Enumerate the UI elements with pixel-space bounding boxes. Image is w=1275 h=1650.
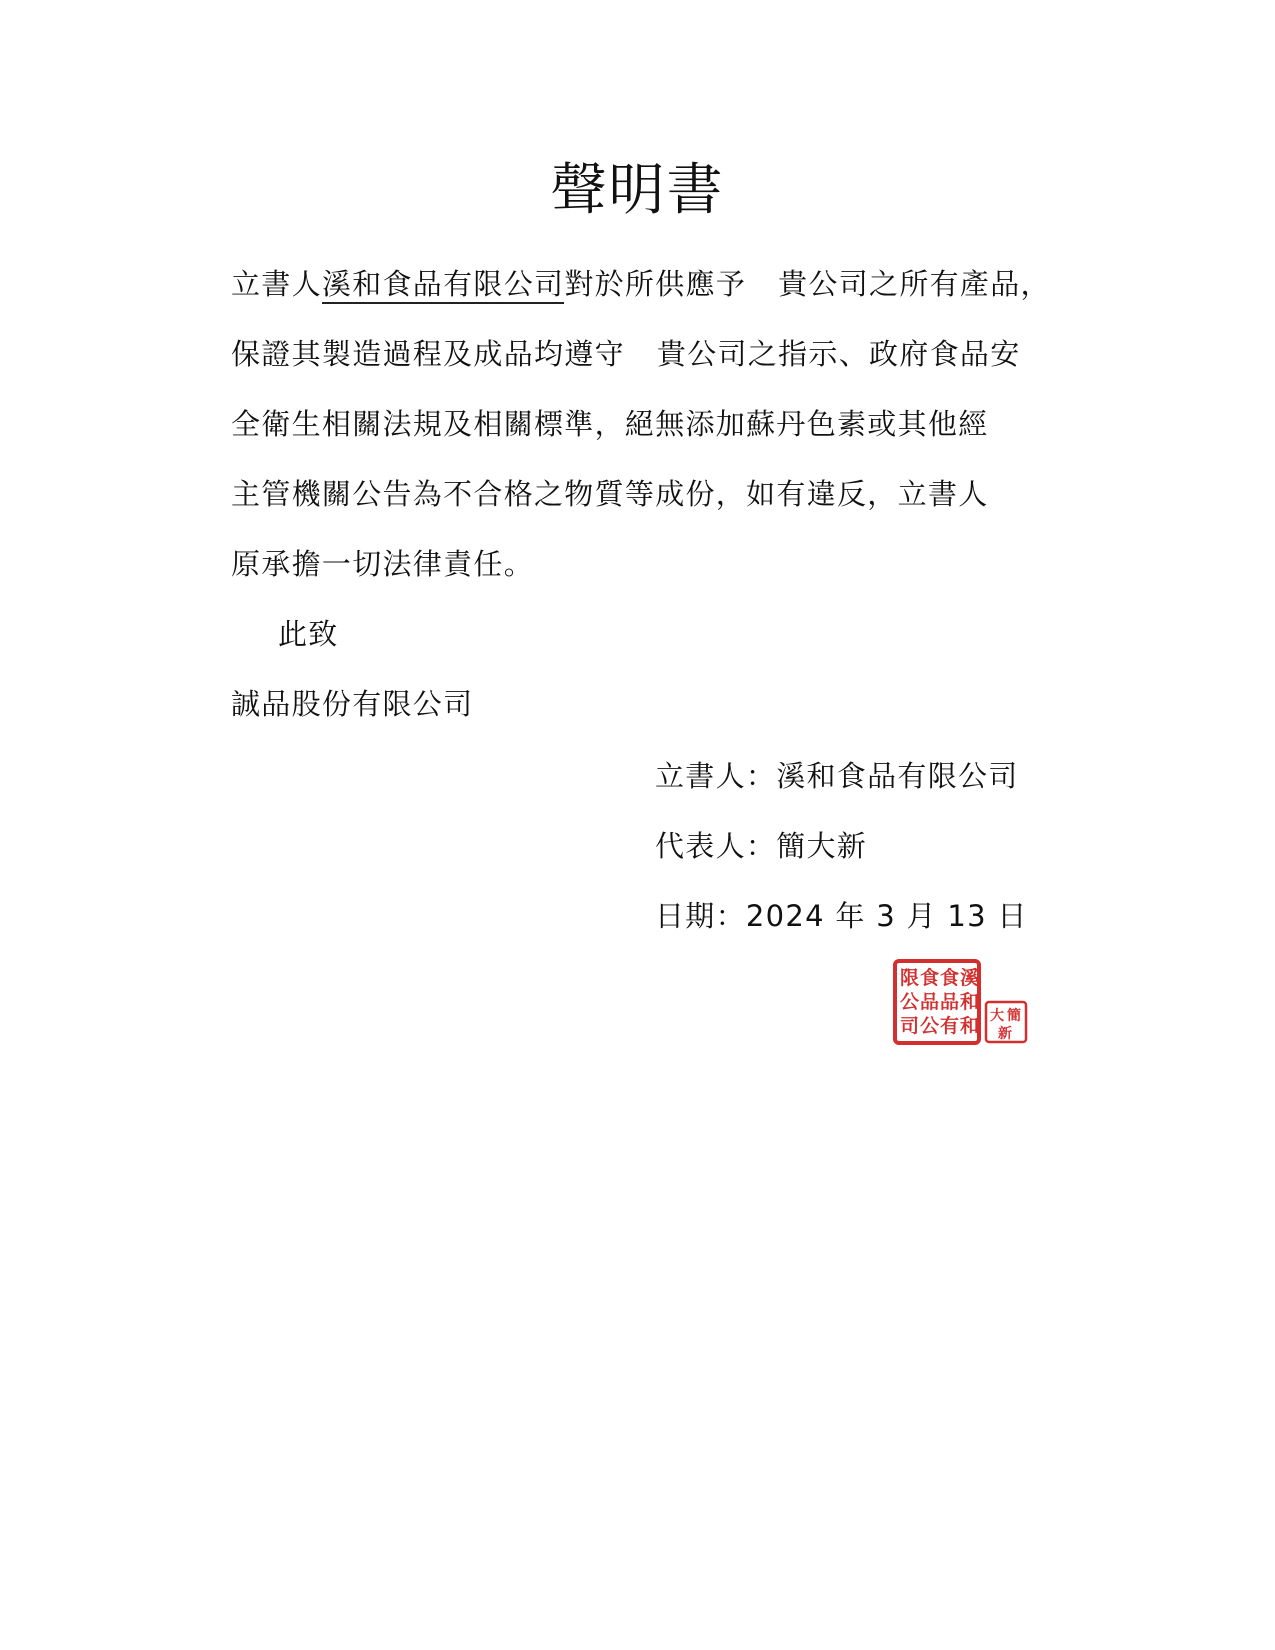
line2-suffix: 貴公司之指示、政府食品安 xyxy=(656,337,1021,371)
paragraph-line-5: 原承擔一切法律責任。 xyxy=(231,547,535,581)
svg-text:食: 食 xyxy=(940,967,960,989)
line1-prefix: 立書人 xyxy=(231,267,322,301)
recipient: 誠品股份有限公司 xyxy=(231,687,474,721)
svg-text:限: 限 xyxy=(900,967,920,989)
company-seal-icon xyxy=(892,958,982,1046)
svg-text:有: 有 xyxy=(940,1015,960,1037)
line1-mid: 對於所供應予 xyxy=(564,267,747,301)
personal-seal-icon xyxy=(984,1000,1028,1044)
svg-text:和: 和 xyxy=(960,991,980,1013)
date-line: 日期：2024 年 3 月 13 日 xyxy=(655,899,1028,933)
svg-text:簡: 簡 xyxy=(1007,1008,1021,1024)
line2-prefix: 保證其製造過程及成品均遵守 xyxy=(231,337,625,371)
paragraph-line-1 xyxy=(231,264,1051,304)
svg-text:大: 大 xyxy=(990,1008,1004,1024)
declarant-line: 立書人：溪和食品有限公司 xyxy=(655,759,1019,793)
svg-text:溪: 溪 xyxy=(960,967,980,989)
company-name-underlined: 溪和食品有限公司 xyxy=(322,267,564,304)
svg-text:新: 新 xyxy=(998,1026,1012,1042)
svg-text:司: 司 xyxy=(900,1015,920,1037)
paragraph-line-2 xyxy=(231,334,1021,374)
salutation: 此致 xyxy=(278,617,339,651)
svg-text:公: 公 xyxy=(920,1015,940,1037)
svg-text:品: 品 xyxy=(920,991,940,1013)
representative-line: 代表人：簡大新 xyxy=(655,829,868,863)
document-title: 聲明書 xyxy=(550,158,725,223)
svg-text:公: 公 xyxy=(900,991,920,1013)
svg-text:品: 品 xyxy=(940,991,960,1013)
paragraph-line-3: 全衛生相關法規及相關標準，絕無添加蘇丹色素或其他經 xyxy=(231,407,989,441)
svg-text:食: 食 xyxy=(920,967,940,989)
line1-suffix: 貴公司之所有產品， xyxy=(778,267,1051,301)
paragraph-line-4: 主管機關公告為不合格之物質等成份，如有違反，立書人 xyxy=(231,477,989,511)
svg-text:和: 和 xyxy=(960,1015,980,1037)
